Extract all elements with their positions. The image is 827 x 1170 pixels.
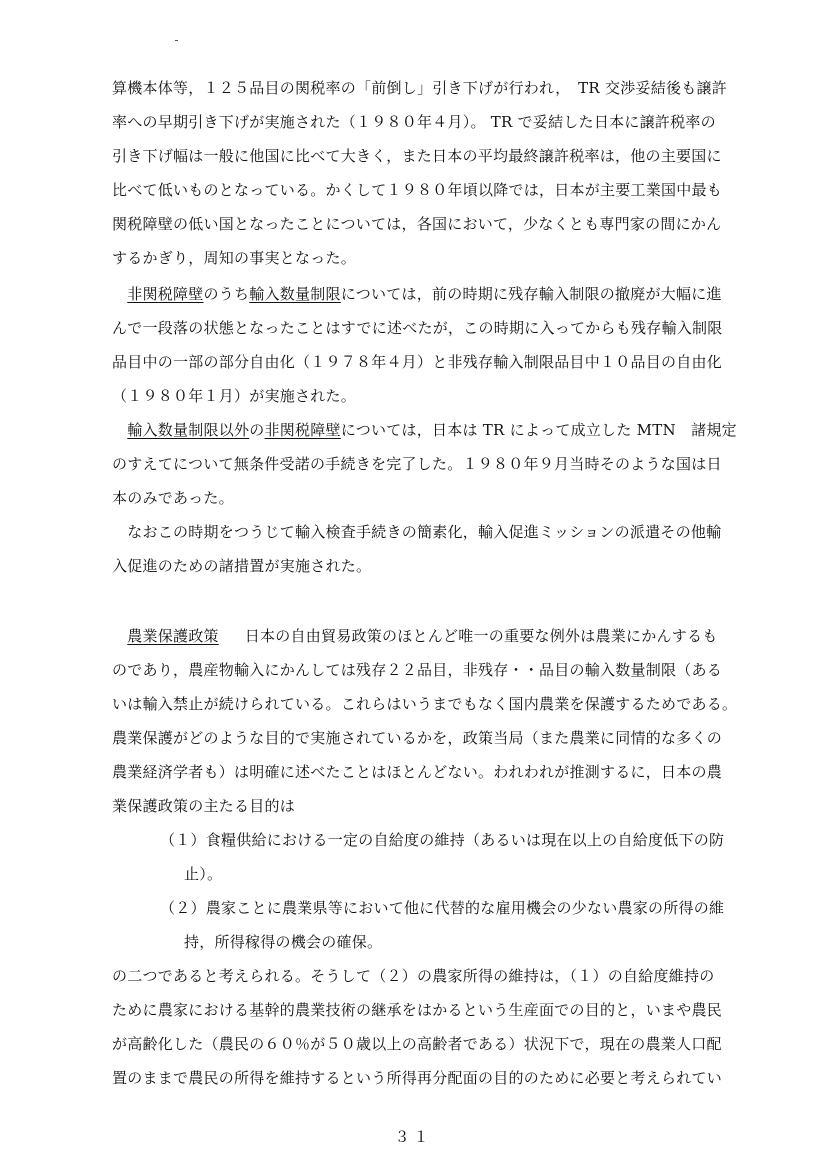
text-line: ために農家における基幹的農業技術の継承をはかるという生産面での目的と，いまや農民: [112, 1001, 723, 1019]
section-heading: 農業保護政策: [127, 627, 219, 645]
list-item-continuation: 止）。: [184, 865, 223, 883]
text-line: が高齢化した（農民の６０％が５０歳以上の高齢者である）状況下で，現在の農業人口配: [112, 1035, 722, 1053]
underlined-term: 非関税障壁: [127, 285, 204, 303]
list-item: （２）農家ことに農業県等において他に代替的な雇用機会の少ない農家の所得の維: [160, 899, 725, 917]
text-line: のすえてについて無条件受諾の手続きを完了した。１９８０年９月当時そのような国は日: [112, 455, 722, 473]
text-line: 農業保護がどのような目的で実施されているかを，政策当局（また農業に同情的な多くの: [112, 729, 723, 747]
text-line: 置のままで農民の所得を維持するという所得再分配面の目的のために必要と考えられてい: [112, 1069, 723, 1087]
underlined-term: 輸入数量制限以外: [127, 421, 250, 439]
text-line: 率への早期引き下げが実施された（１９８０年４月）。 TR で妥結した日本に譲許税率の: [112, 113, 716, 131]
text-line: 入促進のための諸措置が実施された。: [112, 557, 372, 575]
underlined-term: 輸入数量制限: [249, 285, 341, 303]
list-item: （１）食糧供給における一定の自給度の維持（あるいは現在以上の自給度低下の防: [160, 831, 725, 849]
text-line: 本のみであった。: [112, 489, 234, 507]
text-line: 農業経済学者も）は明確に述べたことはほとんどない。われわれが推測するに，日本の農: [112, 763, 723, 781]
text-line: 比べて低いものとなっている。かくして１９８０年頃以降では，日本が主要工業国中最も: [112, 181, 723, 199]
text-line: 業保護政策の主たる目的は: [112, 797, 296, 815]
text-line: 関税障壁の低い国となったことについては，各国において，少なくとも専門家の間にかん: [112, 215, 722, 233]
text-line: いは輸入禁止が続けられている。これらはいうまでもなく国内農業を保護するためである。: [112, 695, 738, 713]
scan-speck: [175, 40, 178, 41]
text-line: んで一段落の状態となったことはすでに述べたが，この時期に入ってからも残存輸入制限: [112, 319, 723, 337]
text-line: 品目中の一部の部分自由化（１９７８年４月）と非残存輸入制限品目中１０品目の自由化: [112, 353, 723, 371]
text-line: 非関税障壁のうち輸入数量制限については，前の時期に残存輸入制限の撤廃が大幅に進: [127, 285, 722, 303]
text-line: するかぎり，周知の事実となった。: [112, 249, 357, 267]
text-line: のであり，農産物輸入にかんしては残存２２品目，非残存・・品目の輸入数量制限（ある: [112, 661, 723, 679]
text-line: なおこの時期をつうじて輸入検査手続きの簡素化，輸入促進ミッションの派遣その他輸: [127, 523, 722, 541]
section-heading-line: 農業保護政策 日本の自由貿易政策のほとんど唯一の重要な例外は農業にかんするも: [127, 627, 718, 645]
text-line: 算機本体等，１２５品目の関税率の「前倒し」引き下げが行われ， TR 交渉妥結後も譲許: [112, 79, 727, 97]
list-item-continuation: 持，所得稼得の機会の確保。: [184, 933, 383, 951]
text-line: 引き下げ幅は一般に他国に比べて大きく，また日本の平均最終譲許税率は，他の主要国に: [112, 147, 722, 165]
text-line: の二つであると考えられる。そうして（２）の農家所得の維持は，（１）の自給度維持の: [112, 967, 715, 985]
text-line: 輸入数量制限以外の非関税障壁については，日本は TR によって成立した MTN 諸規定: [127, 421, 737, 439]
page-number: ３１: [394, 1128, 433, 1146]
text-line: （１９８０年１月）が実施された。: [112, 387, 357, 405]
underlined-term: 非関税障壁: [264, 421, 341, 439]
